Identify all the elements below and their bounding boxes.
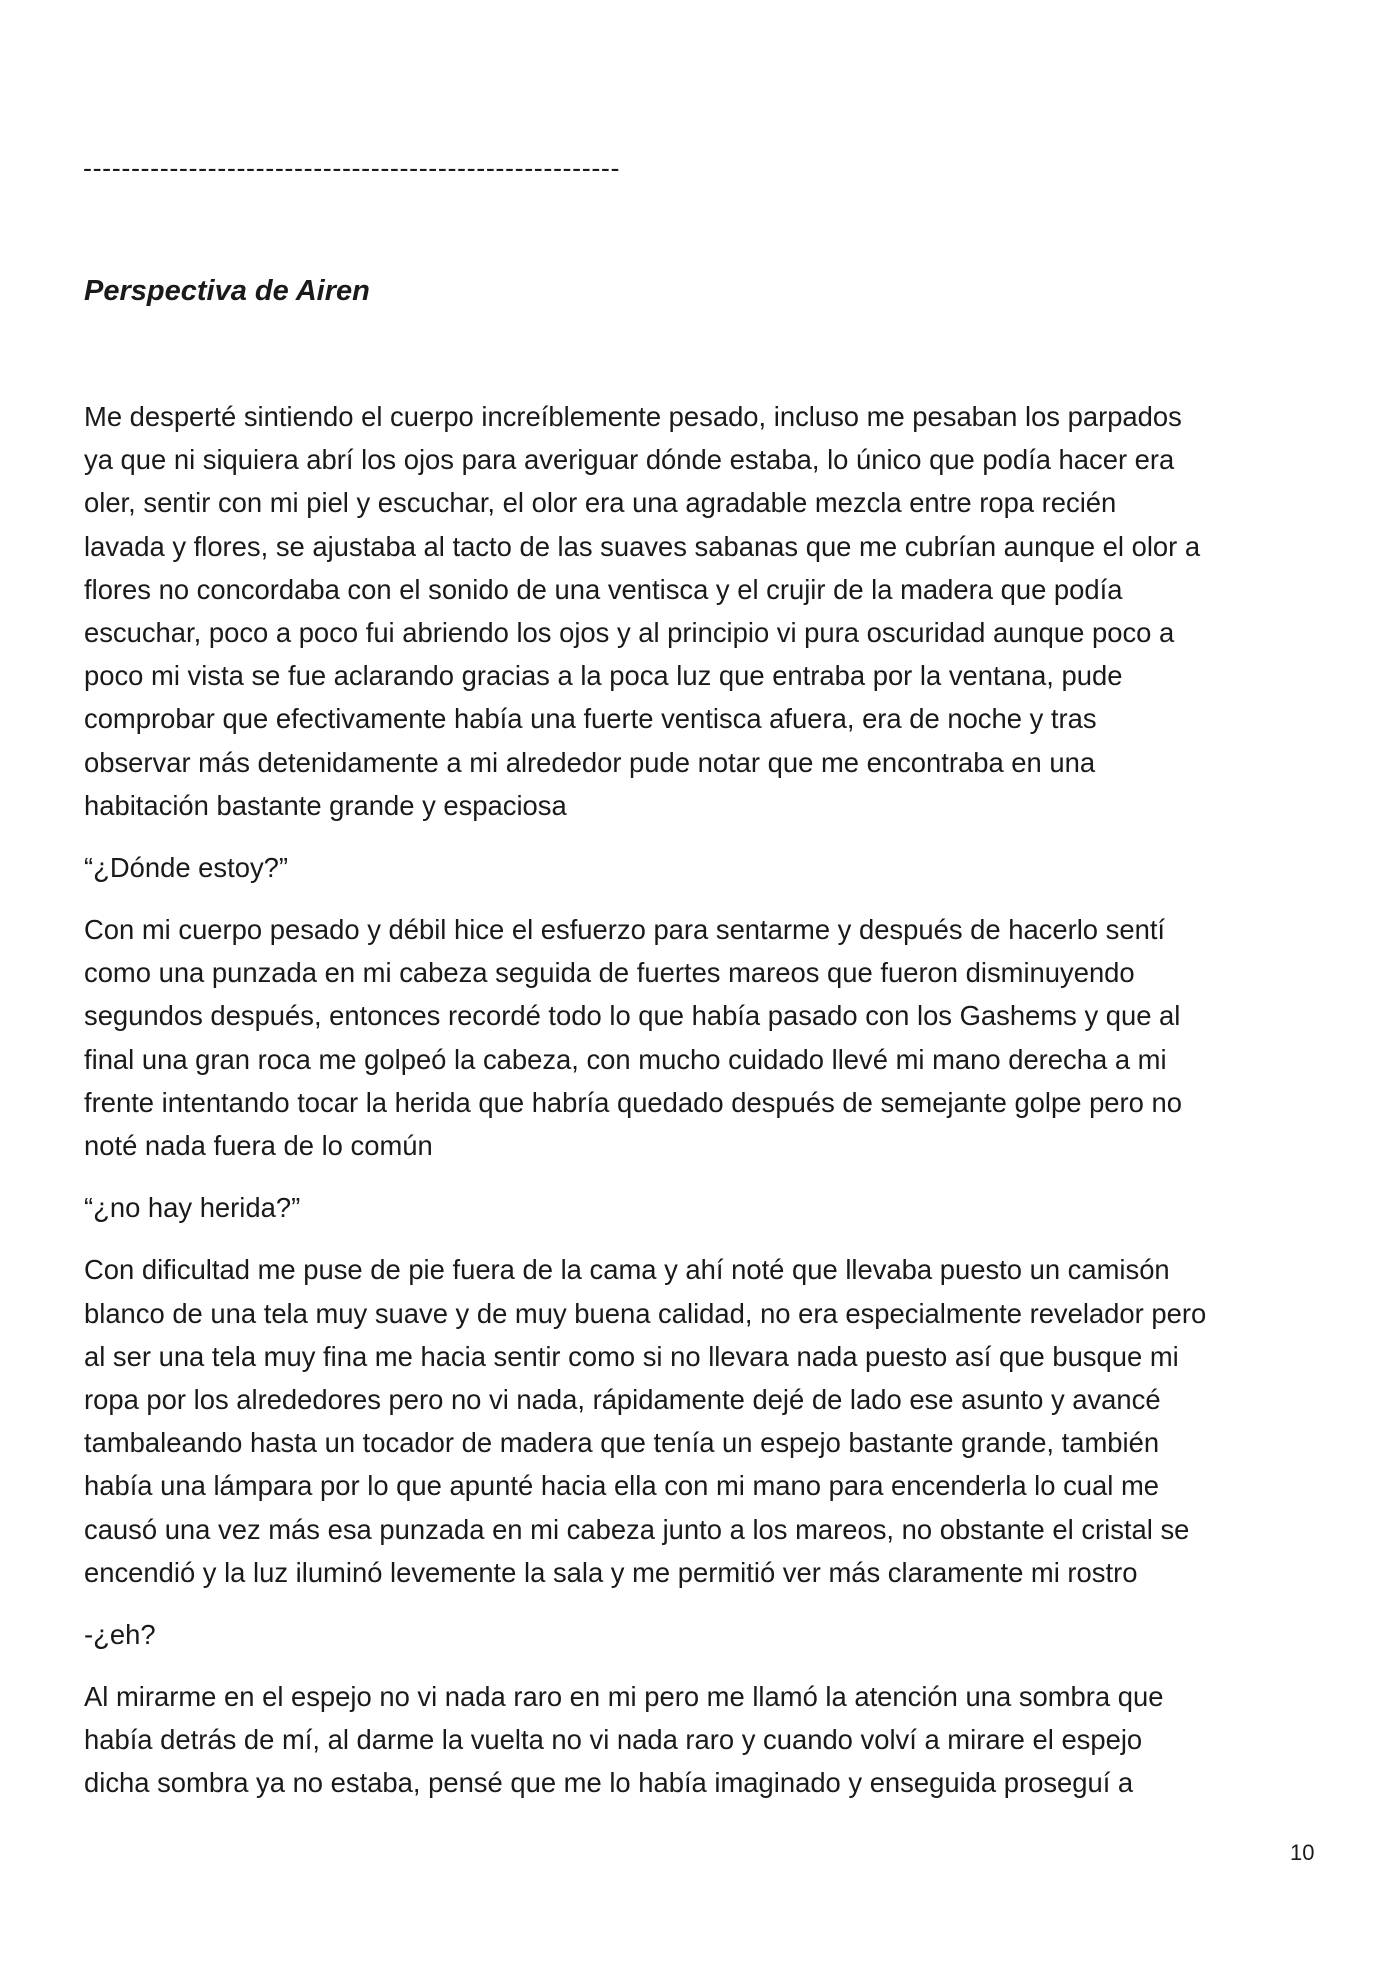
paragraph: [84, 1613, 1324, 1656]
text-line: al ser una tela muy fina me hacia sentir como si no llevara nada puesto así que busque mi: [84, 1340, 1179, 1372]
text-line: habitación bastante grande y espaciosa: [84, 789, 567, 821]
text-line: segundos después, entonces recordé todo lo que había pasado con los Gashems y que al: [84, 1000, 1181, 1032]
text-line: Me desperté sintiendo el cuerpo increíblemente pesado, incluso me pesaban los parpados: [84, 401, 1182, 432]
paragraph: [84, 1186, 1324, 1229]
text-line: oler, sentir con mi piel y escuchar, el olor era una agradable mezcla entre ropa recién: [84, 487, 1117, 519]
text-line: como una punzada en mi cabeza seguida de fuertes mareos que fueron disminuyendo: [84, 957, 1135, 989]
paragraph: [84, 1675, 1324, 1805]
paragraph: [84, 908, 1324, 1167]
text-line: Con mi cuerpo pesado y débil hice el esfuerzo para sentarme y después de hacerlo sentí: [84, 914, 1166, 946]
text-line: ropa por los alrededores pero no vi nada, rápidamente dejé de lado ese asunto y avancé: [84, 1383, 1161, 1415]
text-line: final una gran roca me golpeó la cabeza, con mucho cuidado llevé mi mano derecha a mi: [84, 1043, 1167, 1075]
text-line: dicha sombra ya no estaba, pensé que me lo había imaginado y enseguida proseguí a: [84, 1767, 1134, 1799]
paragraph: [84, 846, 1324, 889]
text-line: frente intentando tocar la herida que habría quedado después de semejante golpe pero no: [84, 1086, 1182, 1118]
section-heading: Perspectiva de Airen: [84, 275, 370, 307]
text-line: escuchar, poco a poco fui abriendo los ojos y al principio vi pura oscuridad aunque poco a: [84, 616, 1175, 648]
body-text: [84, 395, 1324, 1824]
text-line: ya que ni siquiera abrí los ojos para averiguar dónde estaba, lo único que podía hacer era: [84, 444, 1175, 476]
text-line: había una lámpara por lo que apunté hacia ella con mi mano para encenderla lo cual me: [84, 1470, 1160, 1502]
text-line: lavada y flores, se ajustaba al tacto de las suaves sabanas que me cubrían aunque el olor a: [84, 530, 1201, 562]
text-line: observar más detenidamente a mi alrededor pude notar que me encontraba en una: [84, 746, 1096, 778]
text-line: comprobar que efectivamente había una fuerte ventisca afuera, era de noche y tras: [84, 703, 1097, 735]
text-line: tambaleando hasta un tocador de madera que tenía un espejo bastante grande, también: [84, 1427, 1160, 1459]
paragraph: [84, 1248, 1324, 1594]
text-line: noté nada fuera de lo común: [84, 1130, 433, 1161]
text-line: Al mirarme en el espejo no vi nada raro en mi pero me llamó la atención una sombra que: [84, 1681, 1164, 1713]
text-line: blanco de una tela muy suave y de muy buena calidad, no era especialmente revelador pero: [84, 1297, 1207, 1329]
text-line: Con dificultad me puse de pie fuera de la cama y ahí noté que llevaba puesto un camisón: [84, 1254, 1170, 1286]
text-line: -¿eh?: [84, 1618, 156, 1650]
paragraph: [84, 395, 1324, 827]
text-line: “¿no hay herida?”: [84, 1192, 301, 1224]
section-separator: --------------------------------------------------------: [83, 153, 621, 183]
text-line: poco mi vista se fue aclarando gracias a la poca luz que entraba por la ventana, pude: [84, 660, 1123, 692]
text-line: encendió y la luz iluminó levemente la sala y me permitió ver más claramente mi rostro: [84, 1556, 1138, 1588]
text-line: causó una vez más esa punzada en mi cabeza junto a los mareos, no obstante el cristal se: [84, 1513, 1190, 1545]
text-line: había detrás de mí, al darme la vuelta no vi nada raro y cuando volví a mirare el espejo: [84, 1724, 1143, 1756]
page-number: 10: [1290, 1840, 1315, 1865]
text-line: flores no concordaba con el sonido de una ventisca y el crujir de la madera que podía: [84, 573, 1123, 605]
text-line: “¿Dónde estoy?”: [84, 851, 288, 883]
